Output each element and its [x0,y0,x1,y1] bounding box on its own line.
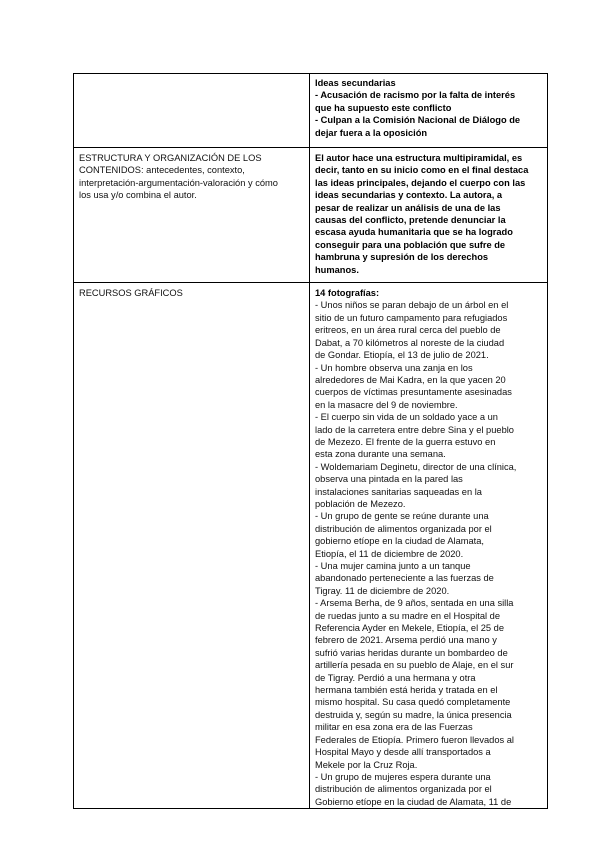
text-line: causas del conflicto, pretende denunciar la [315,215,506,226]
text-line: Federales de Etiopía. Primero fueron llevados al [315,734,514,745]
text-line: interpretación-argumentación-valoración y cómo [79,177,278,188]
text-line: mismo hospital. Su casa quedó completamente [315,697,511,708]
text-line: ESTRUCTURA Y ORGANIZACIÓN DE LOS [79,153,262,163]
text-line: militar en esa zona era de las Fuerzas [315,722,473,733]
text-line: de Tigray. Perdió a una hermana y otra [315,672,476,683]
text-line: Referencia Ayder en Mekele, Etiopía, el 25 de [315,623,504,634]
secondary-ideas-heading: Ideas secundarias [315,78,396,88]
text-line: gobierno etíope en la ciudad de Alamata, [315,536,485,547]
text-line: - Un grupo de mujeres espera durante una [315,771,491,782]
text-line: hermana también está herida y tratada en el [315,685,498,696]
text-line: ideas secundarias y contexto. La autora, a [315,190,503,201]
text-line: RECURSOS GRÁFICOS [79,288,183,299]
text-line: alrededores de Mai Kadra, en la que yacen 20 [315,374,506,385]
text-line: escasa ayuda humanitaria que se ha logrado [315,227,513,238]
text-line: destruida y, según su madre, la única presencia [315,709,512,720]
text-line: conseguir para una población que sufre de [315,239,506,250]
text-line: Tigray. 11 de diciembre de 2020. [315,585,450,596]
text-line: sitio de un futuro campamento para refugiados [315,312,508,323]
text-line: - Un grupo de gente se reúne durante una [315,511,489,522]
text-line: - El cuerpo sin vida de un soldado yace a un [315,412,498,423]
text-line: Dabat, a 70 kilómetros al noreste de la ciudad [315,337,505,348]
text-line: esta zona durante una semana. [315,449,446,460]
row1-right-cell [310,74,548,148]
table-row [74,74,548,148]
text-line: Mekele por la Cruz Roja. [315,759,418,770]
text-line: sufrió varias heridas durante un bombardeo de [315,647,508,658]
text-line: pesar de realizar un análisis de una de las [315,202,501,213]
text-line: los usa y/o combina el autor. [79,190,197,201]
text-line: - Una mujer camina junto a un tanque [315,561,471,571]
table-row [74,148,548,283]
structure-content-cell [310,148,548,283]
text-line: El autor hace una estructura multipiramidal, es [315,153,523,163]
text-line: 14 fotografías: [315,288,380,299]
analysis-table [73,73,548,809]
text-line: lado de la carretera entre debre Sina y el pueblo [315,424,514,435]
row1-left-cell [74,74,310,148]
text-line: que ha supuesto este conflicto [315,102,452,113]
text-line: hambruna y supresión de los derechos [315,252,489,263]
text-line: dejar fuera a la oposición [315,127,428,138]
text-line: abandonado perteneciente a las fuerzas de [315,573,494,584]
text-line: Gobierno etíope en la ciudad de Alamata, 11 de [315,796,512,807]
text-line: de ruedas junto a su madre en el Hospital de [315,610,501,621]
text-line: distribución de alimentos organizada por el [315,523,492,534]
text-line: eritreos, en un área rural cerca del pueblo de [315,325,501,336]
text-line: Etiopía, el 11 de diciembre de 2020. [315,548,464,559]
text-line: CONTENIDOS: antecedentes, contexto, [79,165,245,176]
text-line: - Unos niños se paran debajo de un árbol en el [315,300,509,311]
text-line: - Woldemariam Deginetu, director de una clínica, [315,461,517,472]
text-line: instalaciones sanitarias saqueadas en la [315,486,482,497]
text-line: humanos. [315,264,359,275]
text-line: de Mezezo. El frente de la guerra estuvo en [315,436,496,447]
text-line: artillería pesada en su pueblo de Alaje, en el sur [315,660,514,671]
text-line: - Un hombre observa una zanja en los [315,362,473,373]
text-line: de Gondar. Etiopía, el 13 de julio de 2021. [315,350,489,361]
text-line: en la masacre del 9 de noviembre. [315,399,458,410]
text-line: febrero de 2021. Arsema perdió una mano y [315,635,497,646]
graphic-resources-content-cell [310,283,548,809]
text-line: decir, tanto en su inicio como en el final destaca [315,165,529,176]
text-line: distribución de alimentos organizada por el [315,784,492,795]
structure-label-cell [74,148,310,283]
text-line: - Arsema Berha, de 9 años, sentada en una silla [315,598,514,609]
text-line: cuerpos de víctimas presuntamente asesinadas [315,387,512,398]
text-line: población de Mezezo. [315,498,406,509]
text-line: - Culpan a la Comisión Nacional de Diálogo de [315,115,521,126]
text-line: observa una pintada en la pared las [315,474,463,485]
graphic-resources-label-cell [74,283,310,809]
text-line: las ideas principales, dejando el cuerpo con las [315,177,526,188]
text-line: Hospital Mayo y desde allí transportados a [315,747,491,758]
table-row [74,283,548,809]
text-line: - Acusación de racismo por la falta de interés [315,90,516,101]
